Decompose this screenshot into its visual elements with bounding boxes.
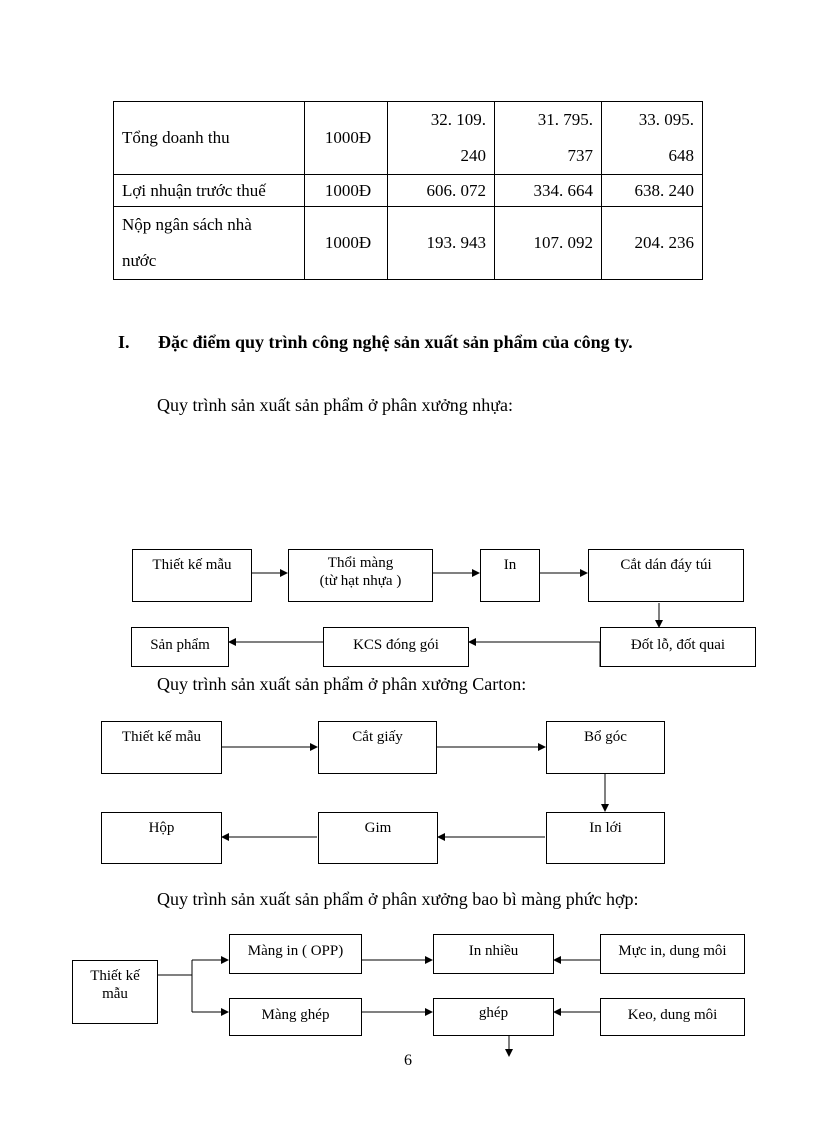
row-value: 204. 236 xyxy=(602,207,703,280)
page-number: 6 xyxy=(404,1052,412,1069)
step-cut-bottom: Cắt dán đáy túi xyxy=(588,549,744,602)
step-cut-paper: Cắt giấy xyxy=(318,721,437,774)
section-title: Đặc điểm quy trình công nghệ sản xuất sản phẩm của công ty. xyxy=(158,332,633,352)
step-print-film: Màng in ( OPP) xyxy=(229,934,362,974)
step-multi-print: In nhiều xyxy=(433,934,554,974)
row-label: Lợi nhuận trước thuế xyxy=(114,175,305,207)
row-value: 638. 240 xyxy=(602,175,703,207)
step-blowing xyxy=(288,549,433,602)
step-print: In xyxy=(480,549,540,602)
step-ink: Mực in, dung môi xyxy=(600,934,745,974)
composite-intro: Quy trình sản xuất sản phẩm ở phân xưởng bao bì màng phức hợp: xyxy=(157,889,639,909)
row-value: 193. 943 xyxy=(388,207,495,280)
step-corner: Bổ góc xyxy=(546,721,665,774)
carton-intro: Quy trình sản xuất sản phẩm ở phân xưởng Carton: xyxy=(157,674,527,694)
step-laminate-film: Màng ghép xyxy=(229,998,362,1036)
row-value: 31. 795. 737 xyxy=(495,102,602,175)
step-product: Sản phẩm xyxy=(131,627,229,667)
row-value: 32. 109. 240 xyxy=(388,102,495,175)
step-glue: Keo, dung môi xyxy=(600,998,745,1036)
step-design: Thiết kế mẫu xyxy=(101,721,222,774)
row-value: 107. 092 xyxy=(495,207,602,280)
step-staple: Gim xyxy=(318,812,438,864)
step-blowing-label: Thổi màng xyxy=(327,555,394,571)
row-unit: 1000Đ xyxy=(305,102,388,175)
row-value: 334. 664 xyxy=(495,175,602,207)
row-label: Tổng doanh thu xyxy=(114,102,305,175)
row-unit: 1000Đ xyxy=(305,175,388,207)
row-value: 606. 072 xyxy=(388,175,495,207)
row-label: Nộp ngân sách nhà nước xyxy=(114,207,305,280)
step-design: Thiết kế mẫu xyxy=(72,960,158,1024)
step-kcs: KCS đóng gói xyxy=(323,627,469,667)
step-design: Thiết kế mẫu xyxy=(132,549,252,602)
step-mesh-print: In lới xyxy=(546,812,665,864)
plastic-intro: Quy trình sản xuất sản phẩm ở phân xưởng nhựa: xyxy=(157,395,513,415)
row-value: 33. 095. 648 xyxy=(602,102,703,175)
step-blowing-note: (từ hạt nhựa ) xyxy=(319,573,402,589)
section-number: I. xyxy=(118,332,130,352)
step-box: Hộp xyxy=(101,812,222,864)
step-punch: Đốt lỗ, đốt quai xyxy=(600,627,756,667)
step-laminate: ghép xyxy=(433,998,554,1036)
row-unit: 1000Đ xyxy=(305,207,388,280)
